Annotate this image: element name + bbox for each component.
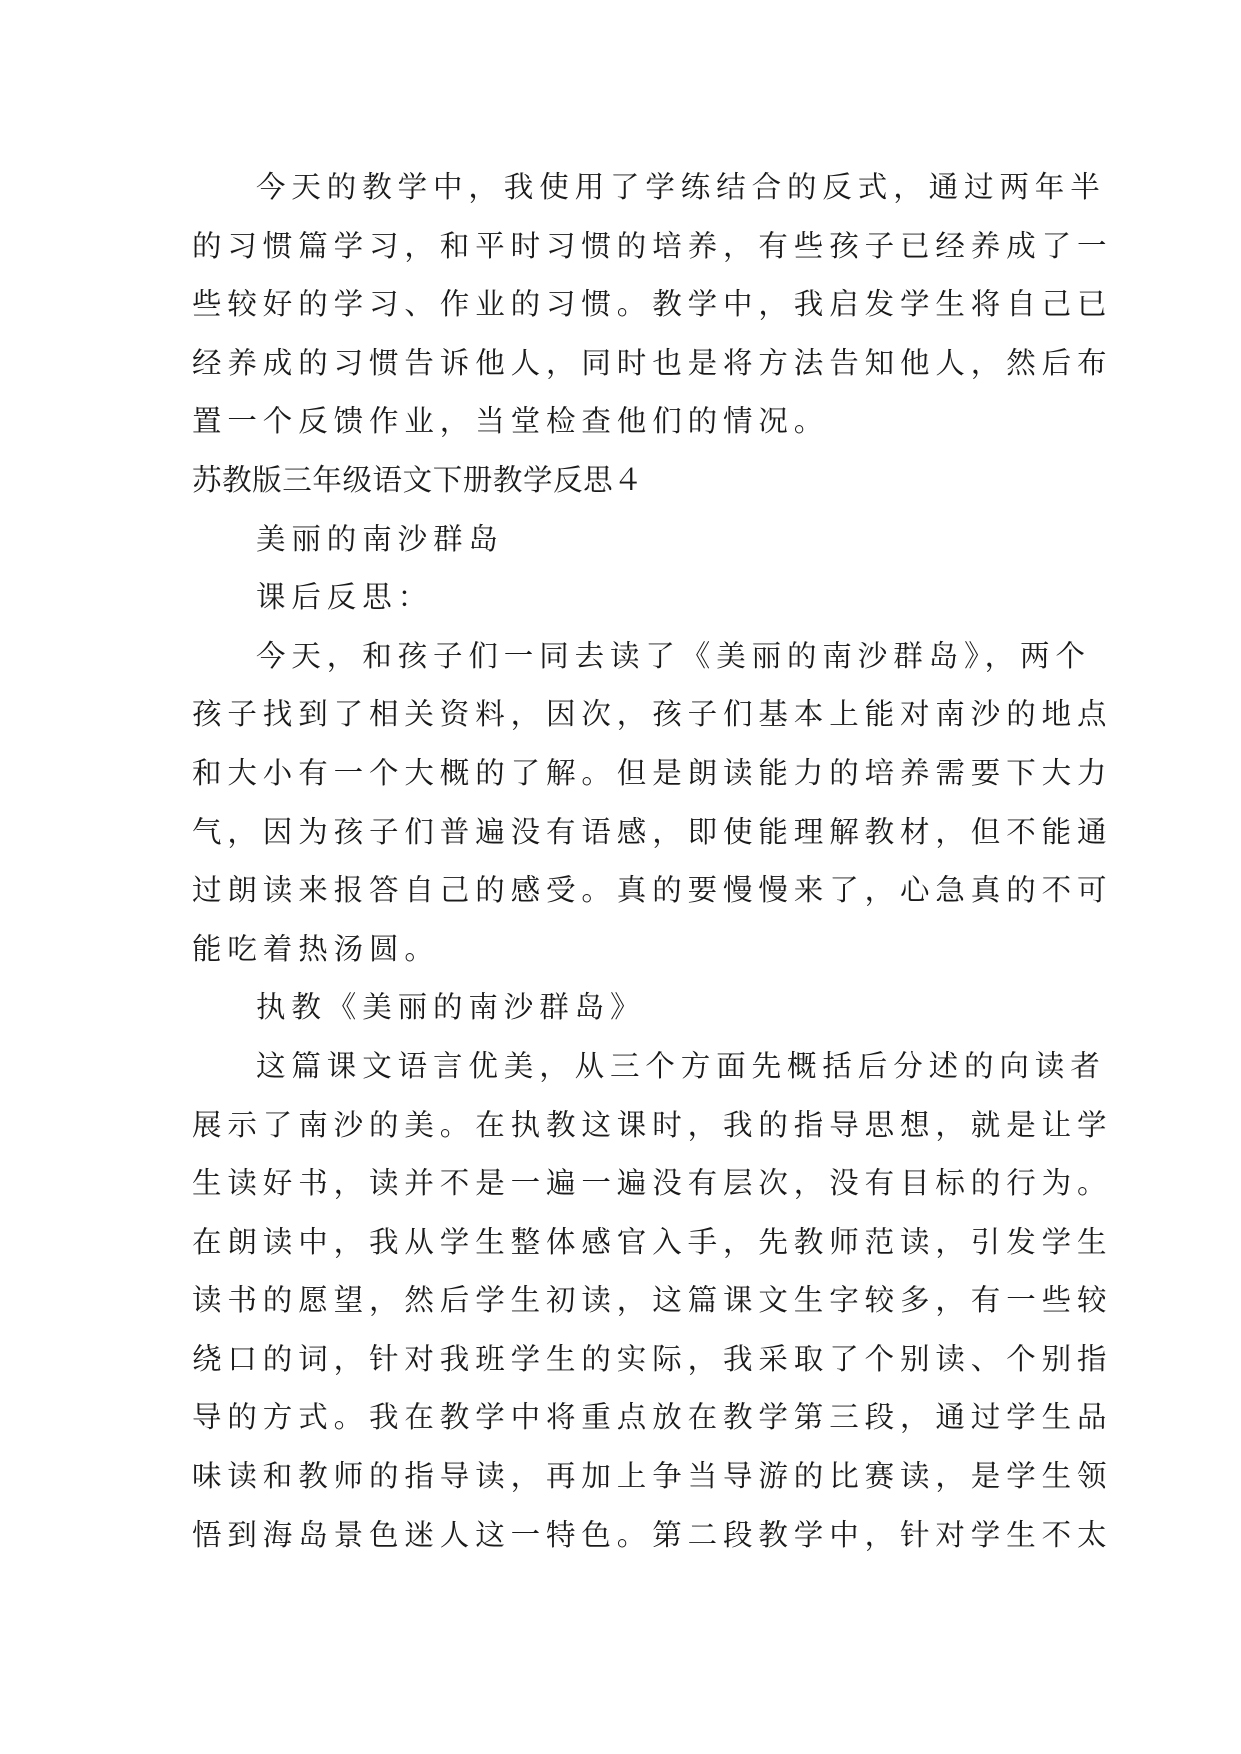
paragraph-line: 味读和教师的指导读，再加上争当导游的比赛读，是学生领 xyxy=(192,1459,1113,1494)
lesson-title: 美丽的南沙群岛 xyxy=(256,521,504,556)
paragraph-line: 展示了南沙的美。在执教这课时，我的指导思想，就是让学 xyxy=(192,1107,1113,1142)
paragraph-line: 绕口的词，针对我班学生的实际，我采取了个别读、个别指 xyxy=(192,1341,1113,1376)
section-heading: 苏教版三年级语文下册教学反思４ xyxy=(192,462,644,497)
subheading-reflection: 课后反思： xyxy=(256,580,434,615)
paragraph-line: 气，因为孩子们普遍没有语感，即使能理解教材，但不能通 xyxy=(192,814,1113,849)
paragraph-line: 读书的愿望，然后学生初读，这篇课文生字较多，有一些较 xyxy=(192,1283,1113,1318)
paragraph-line: 置一个反馈作业，当堂检查他们的情况。 xyxy=(192,404,830,439)
paragraph-line: 生读好书，读并不是一遍一遍没有层次，没有目标的行为。 xyxy=(192,1166,1113,1201)
paragraph-line: 孩子找到了相关资料，因次，孩子们基本上能对南沙的地点 xyxy=(192,697,1113,732)
paragraph-line: 今天，和孩子们一同去读了《美丽的南沙群岛》，两个 xyxy=(256,638,1091,673)
paragraph-line: 过朗读来报答自己的感受。真的要慢慢来了，心急真的不可 xyxy=(192,873,1113,908)
paragraph-line: 和大小有一个大概的了解。但是朗读能力的培养需要下大力 xyxy=(192,755,1113,790)
document-body xyxy=(192,158,1113,1564)
paragraph-line: 今天的教学中，我使用了学练结合的反式，通过两年半 xyxy=(256,170,1106,204)
paragraph-line: 在朗读中，我从学生整体感官入手，先教师范读，引发学生 xyxy=(192,1224,1113,1259)
paragraph-line: 悟到海岛景色迷人这一特色。第二段教学中，针对学生不太 xyxy=(192,1517,1113,1552)
subheading-teaching: 执教《美丽的南沙群岛》 xyxy=(256,990,646,1025)
paragraph-line: 导的方式。我在教学中将重点放在教学第三段，通过学生品 xyxy=(192,1400,1113,1435)
paragraph-line: 的习惯篇学习，和平时习惯的培养，有些孩子已经养成了一 xyxy=(192,228,1113,263)
paragraph-line: 些较好的学习、作业的习惯。教学中，我启发学生将自己已 xyxy=(192,287,1113,322)
paragraph-line: 经养成的习惯告诉他人，同时也是将方法告知他人，然后布 xyxy=(192,345,1113,380)
paragraph-line: 这篇课文语言优美，从三个方面先概括后分述的向读者 xyxy=(256,1048,1106,1083)
paragraph-line: 能吃着热汤圆。 xyxy=(192,931,440,966)
